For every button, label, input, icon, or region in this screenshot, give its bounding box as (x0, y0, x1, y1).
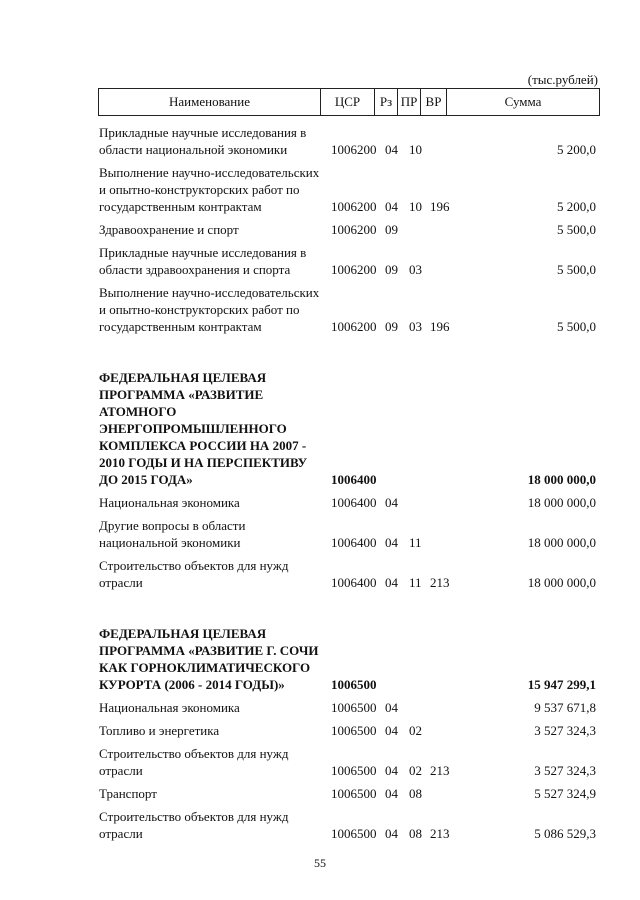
row-rz: 04 (385, 575, 398, 590)
table-row (0, 745, 640, 779)
program-name: ФЕДЕРАЛЬНАЯ ЦЕЛЕВАЯ ПРОГРАММА «РАЗВИТИЕ Г. СОЧИ КАК ГОРНОКЛИМАТИЧЕСКОГО КУРОРТА (2006 - 2014 ГОДЫ)» (99, 626, 319, 692)
units-label: (тыс.рублей) (527, 72, 598, 87)
row-sum: 3 527 324,3 (534, 723, 596, 738)
row-name: Прикладные научные исследования в области здравоохранения и спорта (99, 245, 307, 277)
header-vr: ВР (421, 89, 447, 115)
row-name: Национальная экономика (99, 700, 240, 715)
row-sum: 5 500,0 (557, 319, 596, 334)
row-csr: 1006500 (331, 786, 377, 801)
row-rz: 09 (385, 222, 398, 237)
header-csr: ЦСР (321, 89, 375, 115)
table-row (0, 722, 640, 739)
table-row (0, 221, 640, 238)
row-vr: 213 (430, 575, 450, 590)
header-name: Наименование (99, 89, 321, 115)
row-sum: 9 537 671,8 (534, 700, 596, 715)
row-rz: 04 (385, 199, 398, 214)
row-pr: 11 (409, 535, 422, 550)
row-rz: 04 (385, 142, 398, 157)
row-csr: 1006500 (331, 700, 377, 715)
table-row (0, 284, 640, 335)
row-csr: 1006200 (331, 222, 377, 237)
row-csr: 1006400 (331, 535, 377, 550)
row-name: Строительство объектов для нужд отрасли (99, 558, 289, 590)
row-name: Строительство объектов для нужд отрасли (99, 809, 289, 841)
table-row (0, 785, 640, 802)
row-pr: 10 (409, 199, 422, 214)
row-sum: 5 527 324,9 (534, 786, 596, 801)
row-name: Прикладные научные исследования в области национальной экономики (99, 125, 307, 157)
page-number: 55 (314, 856, 326, 870)
row-rz: 04 (385, 535, 398, 550)
row-vr: 196 (430, 199, 450, 214)
row-csr: 1006500 (331, 677, 377, 692)
row-csr: 1006400 (331, 495, 377, 510)
row-sum: 15 947 299,1 (527, 677, 596, 692)
row-sum: 5 500,0 (557, 222, 596, 237)
row-name: Транспорт (99, 786, 157, 801)
table-row (0, 244, 640, 278)
row-rz: 04 (385, 495, 398, 510)
row-csr: 1006200 (331, 262, 377, 277)
row-vr: 213 (430, 763, 450, 778)
row-sum: 5 086 529,3 (534, 826, 596, 841)
row-csr: 1006500 (331, 723, 377, 738)
row-name: Другие вопросы в области национальной экономики (99, 518, 246, 550)
row-rz: 09 (385, 262, 398, 277)
row-csr: 1006500 (331, 826, 377, 841)
row-pr: 08 (409, 786, 422, 801)
row-rz: 04 (385, 763, 398, 778)
header-pr: ПР (398, 89, 421, 115)
row-rz: 04 (385, 786, 398, 801)
table-row (0, 557, 640, 591)
row-csr: 1006200 (331, 319, 377, 334)
row-sum: 18 000 000,0 (527, 472, 596, 487)
row-sum: 5 500,0 (557, 262, 596, 277)
row-pr: 03 (409, 262, 422, 277)
row-pr: 02 (409, 723, 422, 738)
row-sum: 18 000 000,0 (527, 535, 596, 550)
program-name: ФЕДЕРАЛЬНАЯ ЦЕЛЕВАЯ ПРОГРАММА «РАЗВИТИЕ АТОМНОГО ЭНЕРГОПРОМЫШЛЕННОГО КОМПЛЕКСА РОССИИ НА 2007 - 2010 ГОДЫ И НА ПЕРСПЕКТИВУ ДО 2015 ГОДА» (99, 370, 308, 487)
row-sum: 18 000 000,0 (527, 495, 596, 510)
row-name: Национальная экономика (99, 495, 240, 510)
header-rz: Рз (375, 89, 398, 115)
row-name: Выполнение научно-исследовательских и опытно-конструкторских работ по государственным контрактам (99, 165, 320, 214)
row-pr: 02 (409, 763, 422, 778)
table-row (0, 164, 640, 215)
row-name: Здравоохранение и спорт (99, 222, 239, 237)
row-pr: 10 (409, 142, 422, 157)
table-row (0, 124, 640, 158)
table-row (0, 494, 640, 511)
row-sum: 5 200,0 (557, 199, 596, 214)
row-rz: 09 (385, 319, 398, 334)
row-csr: 1006400 (331, 575, 377, 590)
row-name: Топливо и энергетика (99, 723, 220, 738)
row-sum: 18 000 000,0 (527, 575, 596, 590)
row-vr: 213 (430, 826, 450, 841)
row-csr: 1006200 (331, 142, 377, 157)
row-pr: 08 (409, 826, 422, 841)
row-rz: 04 (385, 700, 398, 715)
row-csr: 1006500 (331, 763, 377, 778)
header-sum: Сумма (504, 94, 542, 109)
table-body (0, 120, 640, 842)
row-csr: 1006200 (331, 199, 377, 214)
row-csr: 1006400 (331, 472, 377, 487)
row-sum: 3 527 324,3 (534, 763, 596, 778)
row-name: Строительство объектов для нужд отрасли (99, 746, 289, 778)
row-rz: 04 (385, 826, 398, 841)
table-header (98, 88, 600, 116)
table-row (0, 808, 640, 842)
row-rz: 04 (385, 723, 398, 738)
program-row (0, 369, 640, 488)
row-pr: 11 (409, 575, 422, 590)
table-row (0, 699, 640, 716)
row-name: Выполнение научно-исследовательских и опытно-конструкторских работ по государственным контрактам (99, 285, 320, 334)
row-vr: 196 (430, 319, 450, 334)
row-sum: 5 200,0 (557, 142, 596, 157)
row-pr: 03 (409, 319, 422, 334)
table-row (0, 517, 640, 551)
program-row (0, 625, 640, 693)
